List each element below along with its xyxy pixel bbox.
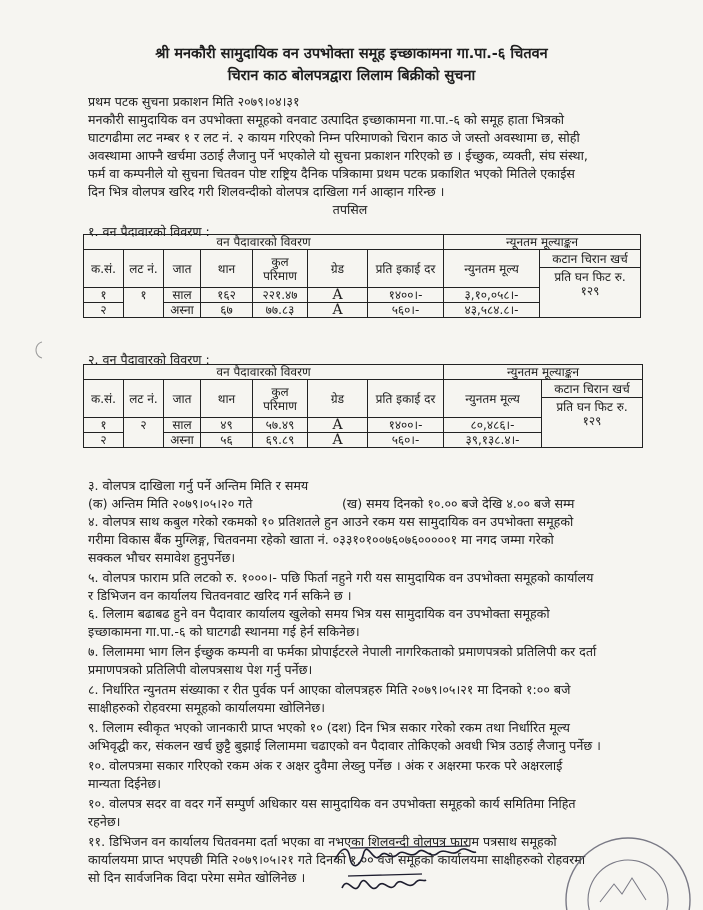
col-header: थान xyxy=(201,380,253,418)
intro-line: घाटगढीमा लट नम्बर १ र लट नं. २ कायम गरिएको निम्न परिमाणको चिरान काठ जे जस्तो अवस्थामा छ, सोही xyxy=(88,130,580,145)
clause-line: ३. वोलपत्र दाखिला गर्नु पर्ने अन्तिम मिति र समय xyxy=(88,478,309,493)
col-header: प्रति इकाई दर xyxy=(368,250,444,288)
organization-stamp xyxy=(556,822,703,910)
clause-line: ११. डिभिजन वन कार्यालय चितवनमा दर्ता भएका वा नभएका शिलवन्दी वोलपत्र फाराम पत्रसाथ समूहको xyxy=(88,834,557,849)
lot-number: १ xyxy=(124,288,164,318)
notice-title-line1: श्री मनकौरी सामुदायिक वन उपभोक्ता समूह इच्छाकामना गा.पा.-६ चितवन xyxy=(155,46,548,62)
cutting-cost-cell xyxy=(540,250,641,318)
total-volume: ५७.४९ xyxy=(253,418,308,433)
publish-date-line: प्रथम पटक सुचना प्रकाशन मिति २०७९।०४।३१ xyxy=(88,94,300,109)
clause-line: १०. वोलपत्रमा सकार गरिएको रकम अंक र अक्षर दुवैमा लेख्नु पर्नेछ । अंक र अक्षरमा फरक परे अक्षरलाई xyxy=(88,758,563,773)
table2-heading: २. वन पैदावारको विवरण : xyxy=(88,352,210,367)
pieces: ६७ xyxy=(201,303,253,318)
intro-line: दिन भित्र वोलपत्र खरिद गरी शिलवन्दीको वोलपत्र दाखिला गर्न आव्हान गरिन्छ । xyxy=(88,184,445,199)
clause-line: साक्षीहरुको रोहवरमा समूहको कार्यालयमा खोलिनेछ। xyxy=(88,700,326,715)
minimum-price: ४३,५८४.८।- xyxy=(444,303,540,318)
cutting-cost-title: कटान चिरान खर्च xyxy=(540,252,640,268)
punch-mark xyxy=(30,340,46,360)
clause-line: ४. वोलपत्र साथ कबुल गरेको रकमको १० प्रतिशतले हुन आउने रकम यस सामुदायिक वन उपभोक्ता समूहको xyxy=(88,514,574,529)
grade: A xyxy=(308,418,368,433)
row-serial: २ xyxy=(84,433,124,448)
clause-line: ७. लिलाममा भाग लिन ईच्छुक कम्पनी वा फर्मका प्रोपाईटरले नेपाली नागरिकताको प्रमाणपत्रको प्रतिलिपी कर दर्ता xyxy=(88,644,597,659)
grade: A xyxy=(308,288,368,303)
clause-line: (क) अन्तिम मिति २०७९।०५।२० गते xyxy=(88,496,253,511)
col-header: ग्रेड xyxy=(308,380,368,418)
pieces: १६२ xyxy=(201,288,253,303)
lot-number: २ xyxy=(124,418,164,448)
row-serial: १ xyxy=(84,288,124,303)
total-volume: ६९.८९ xyxy=(253,433,308,448)
row-serial: १ xyxy=(84,418,124,433)
minimum-price: ८०,४८६।- xyxy=(444,418,542,433)
group-header-detail: वन पैदावारको विवरण xyxy=(84,365,444,380)
unit-rate: ५६०।- xyxy=(368,433,444,448)
cutting-cost-cell xyxy=(542,380,643,448)
group-header-valuation: न्युनतम मूल्याङ्कन xyxy=(444,365,643,380)
col-header: न्युनतम मूल्य xyxy=(444,380,542,418)
col-header: लट नं. xyxy=(124,380,164,418)
cutting-cost-title: कटान चिरान खर्च xyxy=(542,382,642,398)
cutting-cost-value: प्रति घन फिट रु. १२९ xyxy=(556,400,628,428)
group-header-detail: वन पैदावारको विवरण xyxy=(84,235,444,250)
intro-line: फर्म वा कम्पनीले यो सुचना चितवन पोष्ट राष्ट्रिय दैनिक पत्रिकामा प्रथम पटक प्रकाशित भएको मितिले एकाईस xyxy=(88,166,575,181)
clause-line: र डिभिजन वन कार्यालय चितवनवाट खरिद गर्न सकिने छ । xyxy=(88,588,352,603)
clause-line: ५. वोलपत्र फाराम प्रति लटको रु. १०००।- पछि फिर्ता नहुने गरी यस सामुदायिक वन उपभोक्ता समूहको कार्यालय xyxy=(88,570,594,585)
col-header: प्रति इकाई दर xyxy=(368,380,444,418)
clause-line: गरीमा विकास बैंक मुग्लिङ्ग, चितवनमा रहेको खाता नं. ०३३१०१००७६०७६०००००१ मा नगद जम्मा गरेको xyxy=(88,532,554,547)
col-header: कुल परिमाण xyxy=(253,250,308,288)
clause-line: प्रमाणपत्रको प्रतिलिपी वोलपत्रसाथ पेश गर्नु पर्नेछ। xyxy=(88,662,313,677)
col-header: जात xyxy=(164,380,201,418)
col-header: जात xyxy=(164,250,201,288)
clause-line: १०. वोलपत्र सदर वा वदर गर्ने सम्पुर्ण अधिकार यस सामुदायिक वन उपभोक्ता समूहको कार्य समितिमा निहित xyxy=(88,796,576,811)
pieces: ४९ xyxy=(201,418,253,433)
tapasil-heading: तपसिल xyxy=(332,202,368,217)
col-header: लट नं. xyxy=(124,250,164,288)
species: अस्ना xyxy=(164,303,201,318)
species: अस्ना xyxy=(164,433,201,448)
col-header: क.सं. xyxy=(84,250,124,288)
clause-line: सो दिन सार्वजनिक विदा परेमा समेत खोलिनेछ । xyxy=(88,870,306,885)
col-header: क.सं. xyxy=(84,380,124,418)
col-header: न्युनतम मूल्य xyxy=(444,250,540,288)
table1-heading: १. वन पैदावारको विवरण : xyxy=(88,224,210,239)
grade: A xyxy=(308,303,368,318)
grade: A xyxy=(308,433,368,448)
unit-rate: १४००।- xyxy=(368,418,444,433)
col-header: थान xyxy=(201,250,253,288)
total-volume: २२१.४७ xyxy=(253,288,308,303)
minimum-price: ३९,१३८.४।- xyxy=(444,433,542,448)
minimum-price: ३,१०,०५८।- xyxy=(444,288,540,303)
species: साल xyxy=(164,288,201,303)
lot2-table xyxy=(83,364,643,448)
col-header: ग्रेड xyxy=(308,250,368,288)
clause-line: रहनेछ। xyxy=(88,814,121,829)
clause-line: कार्यालयमा प्राप्त भएपछी मिति २०७९।०५।२१ गते दिनको १.०० वजे समूहको कार्यालयमा साक्षीहरुको रोहवरमा xyxy=(88,852,586,867)
row-serial: २ xyxy=(84,303,124,318)
intro-line: अवस्थामा आफ्नै खर्चमा उठाई लैजानु पर्ने भएकोले यो सुचना प्रकाशन गरिएको छ । ईच्छुक, व्यक्ती, संघ संस्था, xyxy=(88,148,588,163)
intro-line: मनकौरी सामुदायिक वन उपभोक्ता समूहको वनवाट उत्पादित इच्छाकामना गा.पा.-६ को समूह हाता भित्रको xyxy=(88,112,565,127)
signature-2 xyxy=(338,868,428,904)
col-header: कुल परिमाण xyxy=(253,380,308,418)
total-volume: ७७.८३ xyxy=(253,303,308,318)
notice-title-line2: चिरान काठ बोलपत्रद्वारा लिलाम बिक्रीको सुचना xyxy=(227,68,476,84)
clause-line: सक्कल भौचर समावेश हुनुपर्नेछ। xyxy=(88,550,236,565)
unit-rate: १४००।- xyxy=(368,288,444,303)
cutting-cost-value: प्रति घन फिट रु. १२९ xyxy=(554,270,626,298)
species: साल xyxy=(164,418,201,433)
clause-line: (ख) समय दिनको १०.०० बजे देखि ४.०० बजे सम्म xyxy=(342,496,575,511)
pieces: ५६ xyxy=(201,433,253,448)
group-header-valuation: न्यूनतम मूल्याङ्कन xyxy=(444,235,641,250)
clause-line: इच्छाकामना गा.पा.-६ को घाटगढी स्थानमा गई हेर्न सकिनेछ। xyxy=(88,624,360,639)
clause-line: मान्यता दिईनेछ। xyxy=(88,776,161,791)
clause-line: अभिवृद्घी कर, संकलन खर्च छुट्टै बुझाई लिलाममा चढाएको वन पैदावार तोकिएको अवधी भित्र उठाई लैजानु पर्नेछ । xyxy=(88,738,601,753)
clause-line: ९. लिलाम स्वीकृत भएको जानकारी प्राप्त भएको १० (दश) दिन भित्र सकार गरेको रकम तथा निर्धारित मूल्य xyxy=(88,720,570,735)
lot1-table xyxy=(83,234,641,318)
unit-rate: ५६०।- xyxy=(368,303,444,318)
clause-line: ८. निर्धारित न्युनतम संख्याका र रीत पुर्वक पर्न आएका वोलपत्रहरु मिति २०७९।०५।२१ मा दिनको १:०० बजे xyxy=(88,682,571,697)
clause-line: ६. लिलाम बढाबढ हुने वन पैदावार कार्यालय खुलेको समय भित्र यस सामुदायिक वन उपभोक्ता समूहको xyxy=(88,606,550,621)
